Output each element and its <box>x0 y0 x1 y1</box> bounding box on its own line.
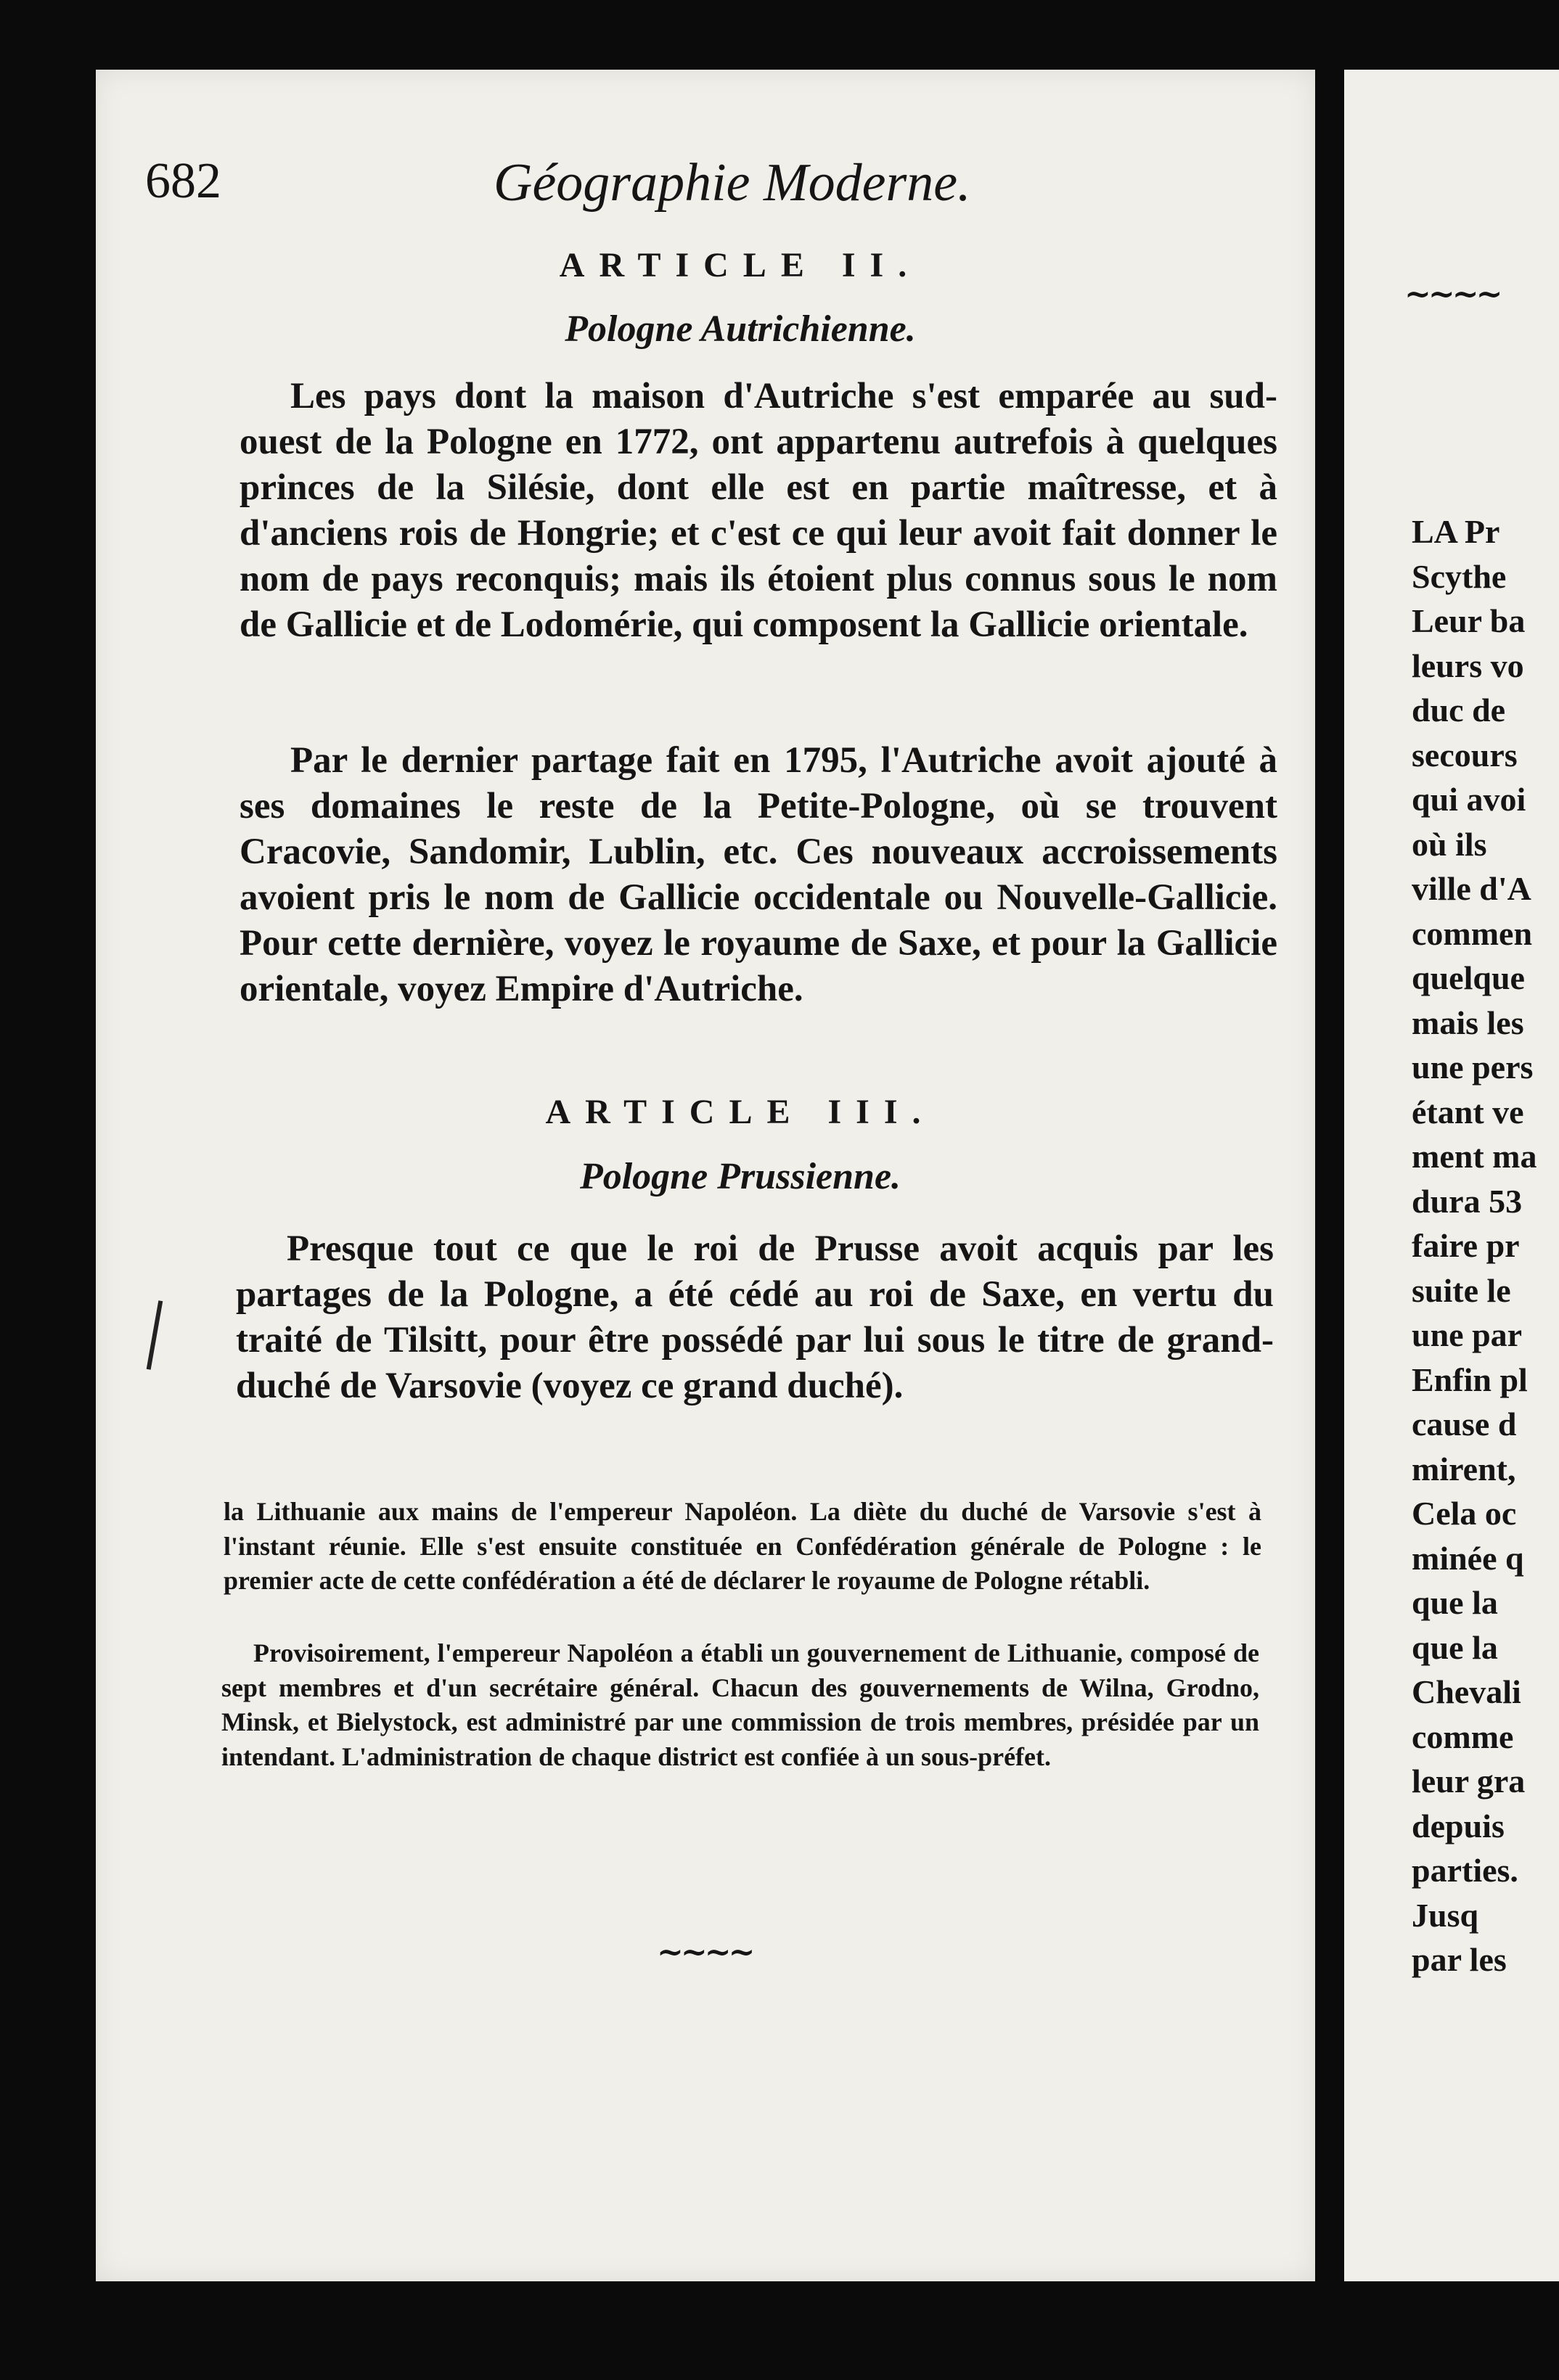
article-3-heading: ARTICLE III. <box>545 1093 936 1131</box>
right-page-line: dura 53 <box>1412 1182 1523 1220</box>
right-page-line: où ils <box>1412 825 1487 863</box>
right-page-line: suite le <box>1412 1271 1511 1309</box>
right-page-line: duc de <box>1412 692 1506 729</box>
right-page-line: Scythe <box>1412 557 1507 595</box>
right-page-line: faire pr <box>1412 1227 1520 1264</box>
book-gutter <box>1315 58 1344 2307</box>
right-page-line: Leur ba <box>1412 602 1526 639</box>
right-page-line: commen <box>1412 914 1533 952</box>
right-page-line: minée q <box>1412 1539 1524 1577</box>
right-page-line: que la <box>1412 1584 1498 1621</box>
right-page-line: Jusq <box>1412 1896 1479 1934</box>
right-page-line: Enfin pl <box>1412 1361 1528 1398</box>
right-page-line: leurs vo <box>1412 647 1524 684</box>
page-header <box>145 152 1299 225</box>
article-3-title: Pologne Prussienne. <box>579 1156 901 1197</box>
right-page-line: une par <box>1412 1316 1523 1353</box>
right-page-ornament: ~~~~ <box>1404 276 1500 313</box>
footnote-paragraph-1: la Lithuanie aux mains de l'empereur Napoléon. La diète du duché de Varsovie s'est à l'instant réunie. Elle s'est ensuite constituée en Confédération générale de Pologne : le premier acte de cette confédération a été de déclarer le royaume de Pologne rétabli. <box>224 1497 1261 1595</box>
right-page-line: depuis <box>1412 1807 1505 1844</box>
end-ornament: ~~~~ <box>657 1934 753 1971</box>
right-page-line: comme <box>1412 1718 1514 1755</box>
article-2-heading: ARTICLE II. <box>559 246 922 284</box>
right-page-line: mais les <box>1412 1004 1524 1041</box>
right-page-line: quelque <box>1412 959 1525 996</box>
article-2-paragraph-2: Par le dernier partage fait en 1795, l'Autriche avoit ajouté à ses domaines le reste de la Petite-Pologne, où se trouvent Cracovie, Sandomir, Lublin, etc. Ces nouveaux accroissements avoient pris le nom de Gallicie occidentale ou Nouvelle-Gallicie. Pour cette dernière, voyez le royaume de Saxe, et pour la Gallicie orientale, voyez Empire d'Autriche. <box>240 740 1277 1009</box>
article-2-title: Pologne Autrichienne. <box>565 308 916 350</box>
right-page-line: une pers <box>1412 1049 1534 1086</box>
running-title: Géographie Moderne. <box>494 153 971 213</box>
article-2-paragraph-1: Les pays dont la maison d'Autriche s'est emparée au sud-ouest de la Pologne en 1772, ont appartenu autrefois à quelques princes de la Silésie, dont elle est en partie maîtresse, et à d'anciens rois de Hongrie; et c'est ce qui leur avoit fait donner le nom de pays reconquis; mais ils étoient plus connus sous le nom de Gallicie et de Lodomérie, qui composent la Gallicie orientale. <box>240 376 1277 645</box>
right-page-line: que la <box>1412 1628 1498 1666</box>
right-page-line: Chevali <box>1412 1673 1521 1710</box>
right-page-line: secours <box>1412 736 1518 774</box>
right-page-line: parties. <box>1412 1852 1518 1889</box>
right-page-text <box>1412 509 1537 1982</box>
right-page-line: mirent, <box>1412 1450 1516 1488</box>
right-page-line: par les <box>1412 1941 1507 1978</box>
right-page-line: Cela oc <box>1412 1495 1517 1532</box>
right-page-line: ment ma <box>1412 1138 1537 1175</box>
page-number: 682 <box>145 153 221 209</box>
footnote-paragraph-2: Provisoirement, l'empereur Napoléon a établi un gouvernement de Lithuanie, composé de sept membres et d'un secrétaire général. Chacun des gouvernements de Wilna, Grodno, Minsk, et Bielystock, est administré par une commission de trois membres, présidée par un intendant. L'administration de chaque district est confiée à un sous-préfet. <box>221 1638 1259 1771</box>
right-page-line: qui avoi <box>1412 781 1526 818</box>
right-page-line: LA Pr <box>1412 513 1500 550</box>
article-3-paragraph-1: Presque tout ce que le roi de Prusse avoit acquis par les partages de la Pologne, a été cédé au roi de Saxe, en vertu du traité de Tilsitt, pour être possédé par lui sous le titre de grand-duché de Varsovie (voyez ce grand duché). <box>236 1228 1274 1406</box>
right-page-line: ville d'A <box>1412 870 1531 907</box>
right-page-line: leur gra <box>1412 1763 1526 1800</box>
right-page-line: cause d <box>1412 1406 1517 1443</box>
right-page-line: étant ve <box>1412 1093 1524 1130</box>
